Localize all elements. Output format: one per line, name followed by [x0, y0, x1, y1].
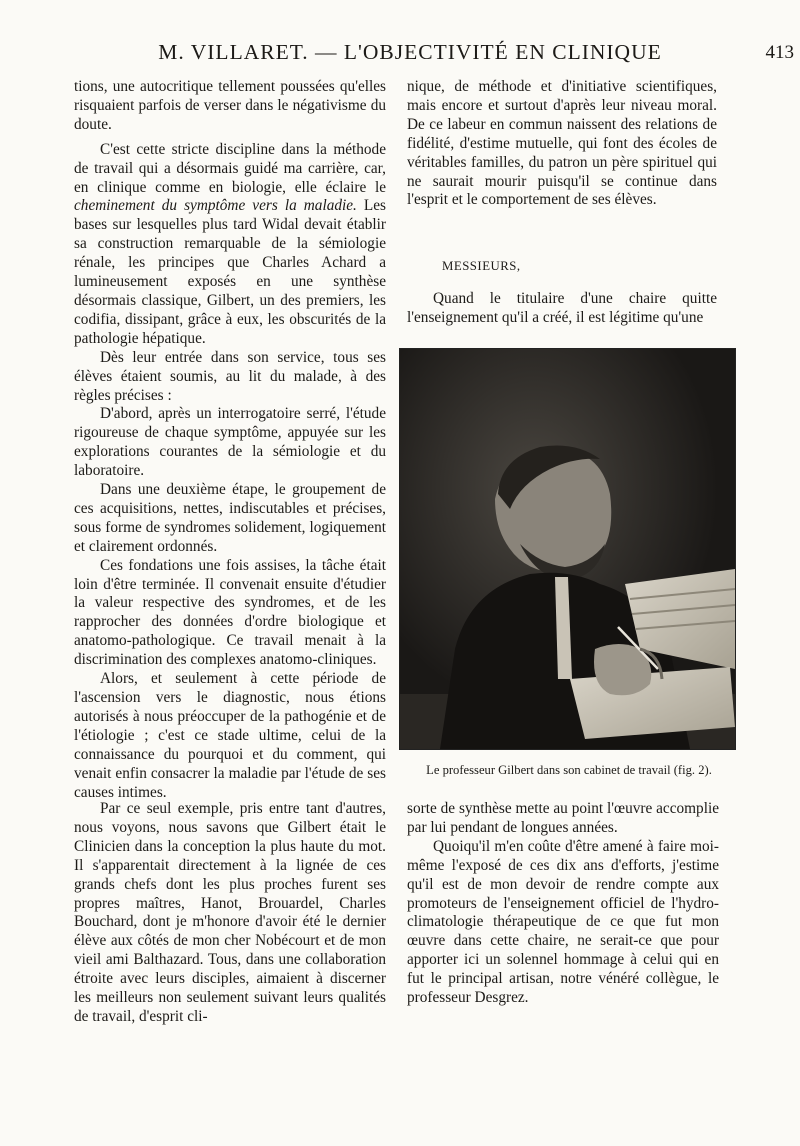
paragraph: sorte de synthèse mette au point l'œuvre accomplie par lui pendant de longues années.: [407, 800, 719, 836]
paragraph: tions, une autocritique tellement poussées qu'elles risquaient parfois de verser dans le négativisme du doute.: [74, 78, 386, 133]
paragraph: [74, 141, 386, 349]
left-column-bottom: [74, 800, 386, 1027]
paragraph: D'abord, après un interrogatoire serré, l'étude rigoureuse de chaque symptôme, appuyée sur les explorations courantes de la sémiologie et du laboratoire.: [74, 405, 386, 480]
salutation: MESSIEURS,: [442, 259, 521, 273]
italic-phrase: cheminement du symptôme vers la maladie.: [74, 197, 357, 215]
paragraph: Quoiqu'il m'en coûte d'être amené à faire moi-même l'exposé de ces dix ans d'efforts, j'estime qu'il est de mon devoir de rendre compte aux promoteurs de l'enseignement officiel de l'hydro-climatologie thérapeutique de ce que fut mon œuvre dans cette chaire, ne serait-ce que pour apporter ici un solennel hommage à celui qui en fut le principal artisan, notre vénéré collègue, le professeur Desgrez.: [407, 837, 719, 1007]
right-column-bottom: [407, 800, 719, 1008]
right-column-top: [407, 78, 717, 210]
figure-caption: Le professeur Gilbert dans son cabinet de travail (fig. 2).: [426, 763, 712, 777]
paragraph-text: Les bases sur lesquelles plus tard Widal devait établir sa construction remarquable de la sémiologie rénale, les principes que Charles Achard a lumineusement exposés en une synthèse désormais classique, Gilbert, un des premiers, les codifia, dissipant, grâce à eux, les obscurités de la pathologie hépatique.: [74, 197, 386, 347]
paragraph: Ces fondations une fois assises, la tâche était loin d'être terminée. Il convenait ensuite d'étudier la valeur respective des syndromes, et de les rapprocher des données d'ordre biologique et anatomo-pathologique. Ce travail menait à la discrimination des complexes anatomo-cliniques.: [74, 556, 386, 669]
paragraph: Par ce seul exemple, pris entre tant d'autres, nous voyons, nous savons que Gilbert était le Clinicien dans la conception la plus haute du mot. Il s'apparentait directement à la lignée de ces grands chefs dont les plus proches furent ses propres maîtres, Hanot, Brouardel, Charles Bouchard, dont je m'honore d'avoir été le dernier élève aux côtés de mon cher Nobécourt et de mon vieil ami Balthazard. Tous, dans une collaboration étroite avec leurs disciples, aimaient à discerner les meilleurs non seulement suivant leurs qualités de travail, d'esprit cli-: [74, 800, 386, 1025]
left-column-top: [74, 78, 386, 802]
paragraph-text: C'est cette stricte discipline dans la méthode de travail qui a désormais guidé ma carrière, car, en clinique comme en biologie, elle éclaire le: [74, 140, 386, 196]
paragraph: Dans une deuxième étape, le groupement de ces acquisitions, nettes, indiscutables et précises, sous forme de syndromes solidement, logiquement et clairement ordonnés.: [74, 481, 386, 555]
paragraph: Dès leur entrée dans son service, tous ses élèves étaient soumis, au lit du malade, à des règles précises :: [74, 348, 386, 404]
paragraph: nique, de méthode et d'initiative scientifiques, mais encore et surtout d'après leur niveau moral. De ce labeur en commun naissent des relations de fidélité, d'estime mutuelle, qui font des écoles de véritables familles, du patron un père spirituel qui ne saurait mourir puisqu'il se continue dans l'esprit et le comportement de ses élèves.: [407, 78, 717, 209]
running-title: M. VILLARET. — L'OBJECTIVITÉ EN CLINIQUE: [158, 40, 662, 64]
paragraph: Quand le titulaire d'une chaire quitte l'enseignement qu'il a créé, il est légitime qu'une: [407, 290, 717, 326]
paragraph: Alors, et seulement à cette période de l'ascension vers le diagnostic, nous étions autorisés à nous préoccuper de la pathogénie et de l'étiologie ; c'est ce stade ultime, celui de la connaissance du pourquoi et du comment, qui venait enfin consacrer la maladie par l'étude de ses causes intimes.: [74, 670, 386, 801]
page-number: 413: [765, 42, 794, 63]
page-header: [76, 40, 794, 70]
portrait-photo: [399, 348, 736, 750]
photo-illustration: [400, 349, 735, 749]
right-column-mid: [407, 290, 717, 328]
